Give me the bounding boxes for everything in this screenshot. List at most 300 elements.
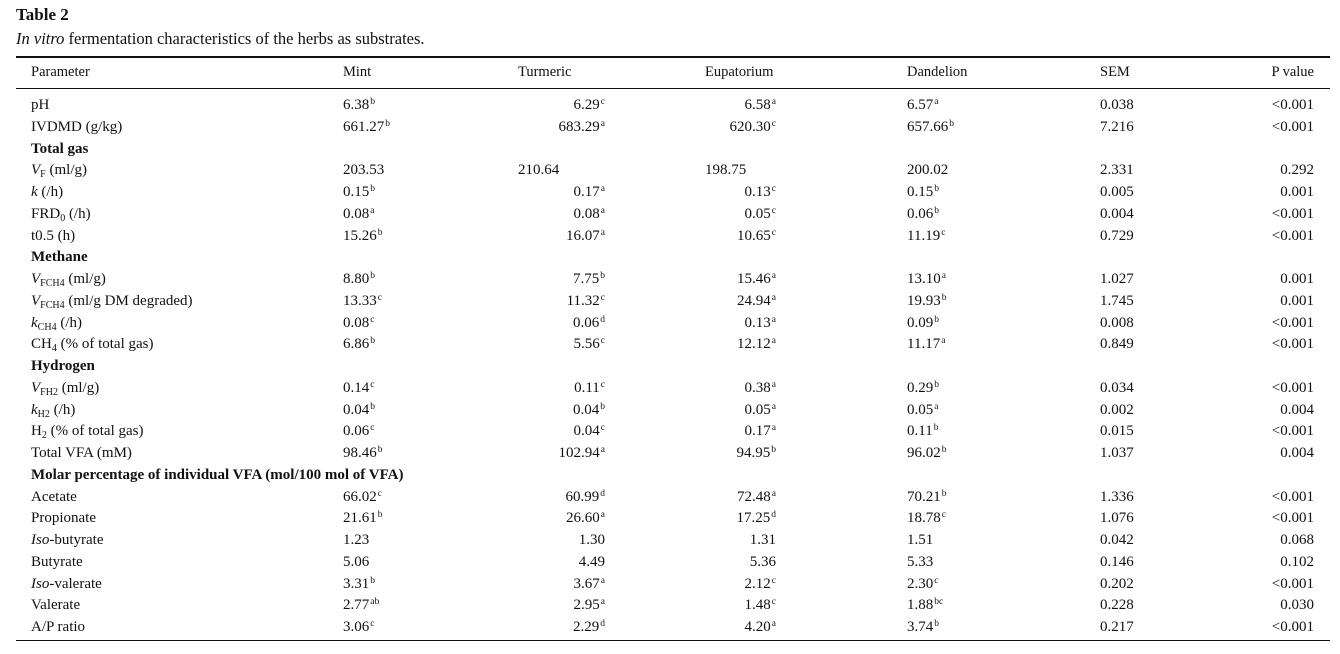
parameter-text: V: [31, 271, 41, 287]
eupatorium-cell-superscript: b: [771, 445, 776, 455]
turmeric-cell-superscript: c: [600, 423, 605, 434]
header-sem: SEM: [1100, 64, 1130, 80]
turmeric-cell-superscript: d: [600, 314, 605, 325]
parameter-cell: [31, 378, 99, 401]
eupatorium-cell-value: 5.36: [749, 553, 776, 570]
eupatorium-cell-value: 10.65: [737, 227, 771, 244]
table-row: [0, 226, 1340, 248]
eupatorium-cell-superscript: c: [771, 118, 776, 129]
turmeric-cell-superscript: a: [600, 205, 605, 216]
p-value-cell: <0.001: [1271, 423, 1314, 440]
dandelion-cell: [907, 443, 947, 465]
eupatorium-cell-value: 15.46: [737, 271, 771, 287]
eupatorium-cell: [705, 334, 776, 356]
dandelion-cell-value: 0.29: [907, 379, 934, 396]
table-row: [0, 574, 1340, 596]
mint-cell-value: 3.31: [343, 575, 370, 592]
turmeric-cell-value: 6.29: [573, 97, 600, 113]
mint-cell-value: 6.38: [343, 97, 370, 113]
eupatorium-cell-value: 620.30: [729, 118, 771, 135]
parameter-cell: [31, 421, 143, 444]
dandelion-cell-superscript: b: [934, 619, 939, 629]
sem-cell: 1.027: [1100, 271, 1134, 287]
parameter-subscript: FCH4: [40, 278, 65, 289]
sem-cell: 7.216: [1100, 118, 1134, 135]
mint-cell-superscript: b: [370, 97, 375, 107]
parameter-subscript: FH2: [40, 386, 58, 398]
eupatorium-cell-superscript: a: [771, 379, 776, 390]
turmeric-cell-value: 2.29: [573, 619, 600, 635]
turmeric-cell: [518, 443, 605, 465]
parameter-subscript: H2: [37, 408, 50, 420]
turmeric-cell-value: 683.29: [558, 118, 600, 135]
mint-cell: [343, 313, 374, 335]
table-row: [0, 421, 1340, 443]
dandelion-cell-superscript: a: [934, 97, 939, 107]
eupatorium-cell-value: 2.12: [744, 575, 771, 592]
section-header-row: [0, 247, 1340, 269]
dandelion-cell-value: 11.17: [907, 336, 941, 353]
turmeric-cell: [518, 291, 605, 313]
parameter-text: CH: [31, 336, 52, 353]
eupatorium-cell-superscript: a: [771, 423, 776, 434]
dandelion-cell-value: 657.66: [907, 118, 949, 135]
parameter-text: (% of total gas): [56, 336, 154, 353]
eupatorium-cell-superscript: c: [771, 205, 776, 216]
parameter-cell: [31, 443, 132, 465]
turmeric-cell-value: 16.07: [566, 227, 600, 244]
mint-cell-value: 0.08: [343, 314, 370, 331]
sem-cell: 1.336: [1100, 488, 1134, 505]
turmeric-cell-value: 60.99: [565, 488, 600, 505]
turmeric-cell-superscript: b: [600, 401, 605, 412]
dandelion-cell-value: 200.02: [907, 162, 949, 179]
parameter-cell: [31, 117, 122, 139]
dandelion-cell: [907, 182, 939, 204]
turmeric-cell-superscript: a: [600, 184, 605, 194]
dandelion-cell: [907, 530, 933, 552]
eupatorium-cell: [705, 595, 776, 617]
mint-cell-superscript: b: [377, 445, 383, 455]
table-row: [0, 400, 1340, 422]
sem-cell: 0.008: [1100, 314, 1134, 331]
turmeric-cell-superscript: c: [600, 97, 605, 107]
eupatorium-cell-superscript: a: [771, 488, 776, 499]
table-title-rest: fermentation characteristics of the herbs as substrates.: [64, 29, 425, 48]
parameter-cell: [31, 95, 49, 117]
turmeric-cell-value: 5.56: [573, 336, 600, 353]
mint-cell-value: 5.06: [343, 553, 370, 570]
parameter-text: Valerate: [31, 597, 81, 614]
mint-cell: [343, 574, 375, 596]
dandelion-cell: [907, 487, 947, 509]
turmeric-cell-superscript: a: [600, 227, 605, 238]
p-value-cell: <0.001: [1271, 336, 1314, 353]
section-header-row: [0, 465, 1340, 487]
sem-cell: 0.034: [1100, 379, 1134, 396]
parameter-cell: [31, 487, 77, 509]
mint-cell-superscript: b: [370, 271, 375, 281]
dandelion-cell-value: 19.93: [907, 292, 941, 309]
turmeric-cell-value: 3.67: [573, 575, 600, 592]
table-row: [0, 313, 1340, 335]
table-top-rule: [16, 56, 1330, 58]
mint-cell-superscript: ab: [370, 597, 380, 608]
turmeric-cell: [518, 530, 605, 552]
mint-cell-value: 3.06: [343, 619, 370, 635]
p-value-cell: <0.001: [1271, 205, 1314, 222]
dandelion-cell: [907, 400, 938, 422]
turmeric-cell-superscript: a: [600, 118, 605, 129]
p-value-cell: 0.001: [1280, 292, 1314, 309]
parameter-text: IVDMD (g/kg): [31, 118, 123, 135]
turmeric-cell-value: 0.04: [573, 423, 600, 440]
table-row: [0, 182, 1340, 204]
parameter-cell: [31, 226, 75, 248]
dandelion-cell-superscript: a: [934, 401, 939, 412]
parameter-cell: [31, 334, 153, 357]
table-row: [0, 595, 1340, 617]
eupatorium-cell-value: 17.25: [736, 510, 771, 527]
turmeric-cell-value: 4.49: [578, 553, 605, 570]
turmeric-cell: [518, 160, 605, 182]
eupatorium-cell-value: 4.20: [744, 619, 771, 635]
sem-cell: 1.037: [1100, 445, 1134, 461]
p-value-cell: 0.068: [1280, 532, 1314, 548]
parameter-text: (ml/g): [57, 379, 100, 396]
mint-cell: [343, 508, 383, 530]
parameter-text: A/P ratio: [31, 619, 86, 635]
dandelion-cell: [907, 313, 939, 335]
turmeric-cell: [518, 95, 605, 117]
dandelion-cell: [907, 204, 939, 226]
mint-cell-value: 66.02: [343, 488, 377, 505]
parameter-text: (% of total gas): [46, 423, 144, 440]
mint-cell-value: 203.53: [343, 162, 385, 179]
section-header-row: [0, 139, 1340, 161]
dandelion-cell-value: 6.57: [907, 97, 934, 113]
table-bottom-rule: [16, 640, 1330, 641]
dandelion-cell-superscript: b: [934, 184, 939, 194]
eupatorium-cell: [705, 400, 776, 422]
dandelion-cell-superscript: c: [941, 510, 946, 521]
parameter-subscript: 2: [41, 430, 47, 442]
dandelion-cell-value: 13.10: [907, 271, 941, 287]
eupatorium-cell-value: 94.95: [736, 445, 771, 461]
mint-cell-superscript: c: [370, 619, 375, 629]
parameter-text: t0.5 (h): [31, 227, 76, 244]
table-row: [0, 95, 1340, 117]
table-caption: [16, 4, 425, 50]
dandelion-cell: [907, 95, 938, 117]
turmeric-cell-value: 0.11: [574, 379, 600, 396]
mint-cell: [343, 552, 369, 574]
parameter-text: (ml/g): [64, 271, 106, 287]
mint-cell-superscript: c: [370, 423, 375, 434]
table-row: [0, 443, 1340, 465]
turmeric-cell-value: 0.06: [573, 314, 600, 331]
parameter-text: k: [31, 314, 38, 331]
eupatorium-cell-value: 0.17: [744, 423, 771, 440]
dandelion-cell-value: 0.09: [907, 314, 934, 331]
table-title: [16, 28, 425, 50]
mint-cell-value: 0.14: [343, 379, 370, 396]
eupatorium-cell-value: 1.48: [744, 597, 771, 614]
dandelion-cell-superscript: b: [941, 292, 947, 303]
eupatorium-cell-value: 6.58: [744, 97, 771, 113]
table-title-italic: In vitro: [16, 29, 65, 48]
parameter-text: Iso: [31, 575, 50, 592]
parameter-text: (/h): [56, 314, 82, 331]
turmeric-cell-superscript: a: [600, 445, 605, 455]
sem-cell: 0.217: [1100, 619, 1134, 635]
parameter-subscript: F: [40, 169, 46, 181]
mint-cell: [343, 378, 374, 400]
p-value-cell: <0.001: [1271, 488, 1314, 505]
mint-cell-superscript: b: [370, 184, 375, 194]
dandelion-cell-superscript: b: [941, 488, 947, 499]
sem-cell: 1.076: [1100, 510, 1134, 527]
table-label: Table 2: [16, 5, 69, 24]
turmeric-cell-superscript: a: [600, 597, 605, 608]
header-parameter: Parameter: [31, 64, 90, 80]
parameter-cell: [31, 269, 106, 292]
sem-cell: 0.042: [1100, 532, 1134, 548]
parameter-text: -valerate: [49, 575, 102, 592]
sem-cell: 2.331: [1100, 162, 1134, 179]
turmeric-cell: [518, 617, 605, 639]
turmeric-cell: [518, 378, 605, 400]
p-value-cell: 0.004: [1280, 401, 1314, 418]
mint-cell-value: 21.61: [343, 510, 377, 527]
parameter-cell: [31, 552, 83, 574]
p-value-cell: <0.001: [1271, 510, 1314, 527]
turmeric-cell: [518, 269, 605, 291]
turmeric-cell: [518, 595, 605, 617]
turmeric-cell-value: 7.75: [573, 271, 600, 287]
parameter-text: V: [31, 379, 41, 396]
eupatorium-cell-superscript: a: [771, 314, 776, 325]
dandelion-cell-superscript: b: [949, 118, 954, 129]
mint-cell: [343, 160, 384, 182]
eupatorium-cell-value: 0.13: [744, 184, 771, 200]
parameter-text: H: [31, 423, 42, 440]
dandelion-cell: [907, 552, 933, 574]
eupatorium-cell-superscript: d: [771, 510, 776, 521]
eupatorium-cell-value: 0.38: [744, 379, 771, 396]
mint-cell-superscript: b: [385, 118, 390, 129]
turmeric-cell: [518, 117, 605, 139]
turmeric-cell-superscript: c: [600, 292, 605, 303]
mint-cell: [343, 269, 375, 291]
eupatorium-cell-superscript: c: [771, 597, 776, 608]
parameter-text: (ml/g DM degraded): [64, 292, 193, 309]
dandelion-cell-superscript: c: [941, 227, 946, 238]
dandelion-cell-superscript: bc: [934, 597, 944, 608]
dandelion-cell-value: 0.15: [907, 184, 934, 200]
parameter-subscript: 4: [51, 343, 57, 355]
mint-cell: [343, 400, 375, 422]
turmeric-cell: [518, 400, 605, 422]
turmeric-cell: [518, 487, 605, 509]
mint-cell: [343, 117, 390, 139]
eupatorium-cell: [705, 313, 776, 335]
turmeric-cell-value: 2.95: [573, 597, 600, 614]
mint-cell: [343, 443, 383, 465]
eupatorium-cell-superscript: a: [771, 619, 776, 629]
sem-cell: 0.005: [1100, 184, 1134, 200]
mint-cell-value: 6.86: [343, 336, 370, 353]
dandelion-cell-value: 0.11: [907, 423, 933, 440]
dandelion-cell-superscript: b: [934, 314, 939, 325]
eupatorium-cell: [705, 269, 776, 291]
dandelion-cell-superscript: b: [941, 445, 947, 455]
mint-cell: [343, 204, 374, 226]
table-row: [0, 378, 1340, 400]
dandelion-cell-superscript: b: [934, 379, 939, 390]
section-header-row: [0, 356, 1340, 378]
dandelion-cell-superscript: a: [941, 271, 946, 281]
section-label: Hydrogen: [31, 358, 95, 374]
eupatorium-cell-value: 0.05: [744, 205, 771, 222]
mint-cell-value: 1.23: [343, 532, 370, 548]
turmeric-cell-value: 1.30: [578, 532, 605, 548]
eupatorium-cell: [705, 182, 776, 204]
turmeric-cell-superscript: c: [600, 336, 605, 347]
eupatorium-cell: [705, 421, 776, 443]
eupatorium-cell: [705, 443, 776, 465]
dandelion-cell: [907, 595, 943, 617]
mint-cell-superscript: c: [370, 379, 375, 390]
eupatorium-cell: [705, 160, 776, 182]
header-mint: Mint: [343, 64, 372, 80]
dandelion-cell-superscript: a: [941, 336, 946, 347]
dandelion-cell-value: 11.19: [907, 227, 941, 244]
dandelion-cell-value: 1.51: [907, 532, 934, 548]
mint-cell-superscript: a: [370, 205, 375, 216]
dandelion-cell: [907, 617, 939, 639]
mint-cell-superscript: c: [370, 314, 375, 325]
parameter-cell: [31, 595, 80, 617]
eupatorium-cell-value: 0.13: [744, 314, 771, 331]
table-row: [0, 117, 1340, 139]
mint-cell-superscript: b: [377, 510, 383, 521]
eupatorium-cell-superscript: c: [771, 184, 776, 194]
parameter-subscript: FCH4: [40, 299, 65, 311]
parameter-text: Acetate: [31, 488, 77, 505]
dandelion-cell-superscript: b: [934, 205, 939, 216]
dandelion-cell-value: 3.74: [907, 619, 934, 635]
p-value-cell: <0.001: [1271, 619, 1314, 635]
turmeric-cell-superscript: a: [600, 510, 605, 521]
parameter-text: (/h): [65, 205, 91, 222]
table-header-rule: [16, 88, 1330, 89]
p-value-cell: 0.030: [1280, 597, 1314, 614]
mint-cell: [343, 530, 369, 552]
sem-cell: 0.002: [1100, 401, 1134, 418]
turmeric-cell-superscript: c: [600, 379, 605, 390]
dandelion-cell: [907, 226, 945, 248]
eupatorium-cell-superscript: c: [771, 575, 776, 586]
mint-cell-value: 0.15: [343, 184, 370, 200]
table-row: [0, 204, 1340, 226]
parameter-subscript: CH4: [37, 321, 57, 333]
p-value-cell: 0.004: [1280, 445, 1314, 461]
header-p-value: P value: [1271, 64, 1314, 80]
turmeric-cell-superscript: b: [600, 271, 605, 281]
parameter-text: V: [31, 162, 41, 179]
eupatorium-cell-value: 72.48: [737, 488, 771, 505]
parameter-cell: [31, 204, 91, 227]
parameter-cell: [31, 182, 63, 204]
eupatorium-cell: [705, 574, 776, 596]
eupatorium-cell-superscript: a: [771, 271, 776, 281]
mint-cell: [343, 334, 375, 356]
table-row: [0, 617, 1340, 639]
parameter-cell: [31, 574, 102, 596]
eupatorium-cell: [705, 617, 776, 639]
eupatorium-cell-value: 24.94: [737, 292, 771, 309]
parameter-text: -butyrate: [49, 532, 104, 548]
sem-cell: 0.849: [1100, 336, 1134, 353]
eupatorium-cell-superscript: a: [771, 97, 776, 107]
eupatorium-cell-value: 1.31: [749, 532, 776, 548]
dandelion-cell: [907, 574, 938, 596]
mint-cell-superscript: b: [370, 336, 375, 347]
parameter-cell: [31, 160, 87, 183]
mint-cell: [343, 226, 383, 248]
dandelion-cell: [907, 421, 938, 443]
p-value-cell: <0.001: [1271, 227, 1314, 244]
turmeric-cell-value: 210.64: [518, 162, 560, 179]
sem-cell: 0.146: [1100, 553, 1134, 570]
header-turmeric: Turmeric: [518, 64, 572, 80]
turmeric-cell-value: 0.17: [573, 184, 600, 200]
mint-cell-superscript: c: [377, 488, 382, 499]
sem-cell: 0.729: [1100, 227, 1134, 244]
table-header-row: [0, 62, 1340, 84]
turmeric-cell: [518, 313, 605, 335]
mint-cell-value: 15.26: [343, 227, 377, 244]
mint-cell: [343, 291, 382, 313]
dandelion-cell: [907, 117, 954, 139]
turmeric-cell: [518, 574, 605, 596]
mint-cell-value: 0.08: [343, 205, 370, 222]
parameter-text: (ml/g): [45, 162, 87, 179]
turmeric-cell-value: 26.60: [566, 510, 600, 527]
sem-cell: 0.228: [1100, 597, 1134, 614]
parameter-text: (/h): [49, 401, 76, 418]
parameter-cell: [31, 617, 85, 639]
dandelion-cell: [907, 291, 947, 313]
mint-cell: [343, 595, 379, 617]
turmeric-cell-value: 0.04: [573, 401, 600, 418]
mint-cell-superscript: b: [370, 401, 375, 412]
mint-cell-value: 13.33: [343, 292, 377, 309]
eupatorium-cell: [705, 95, 776, 117]
eupatorium-cell: [705, 291, 776, 313]
turmeric-cell: [518, 204, 605, 226]
parameter-cell: [31, 508, 96, 530]
eupatorium-cell: [705, 117, 776, 139]
dandelion-cell-value: 0.06: [907, 205, 934, 222]
p-value-cell: <0.001: [1271, 314, 1314, 331]
eupatorium-cell: [705, 552, 776, 574]
parameter-text: FRD: [31, 205, 61, 222]
p-value-cell: <0.001: [1271, 379, 1314, 396]
eupatorium-cell-superscript: c: [771, 227, 776, 238]
eupatorium-cell: [705, 204, 776, 226]
